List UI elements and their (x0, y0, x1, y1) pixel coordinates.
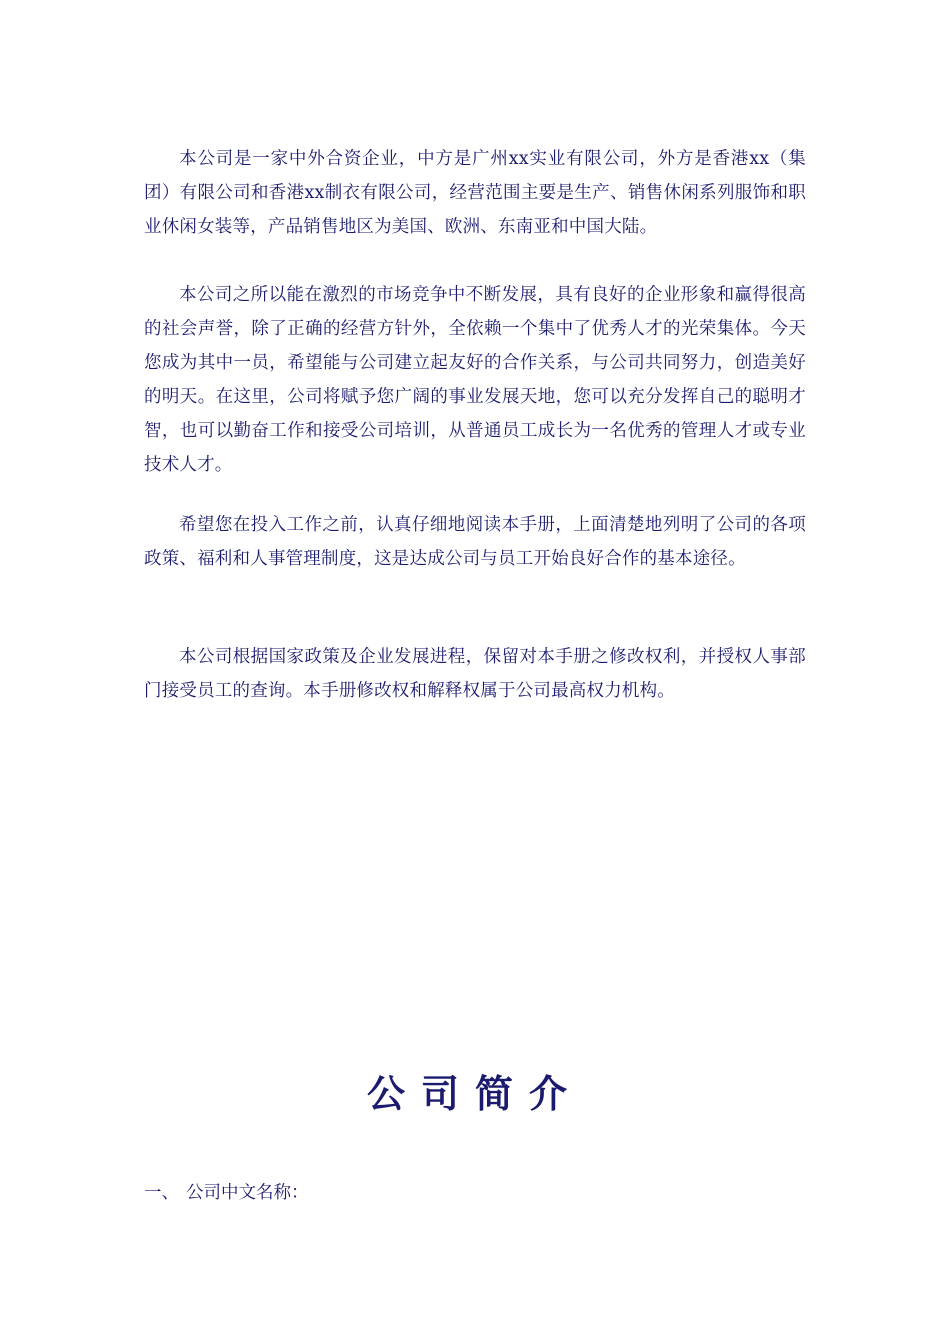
section-title: 公司简介 (366, 1071, 583, 1116)
list-item-company-name (144, 1176, 309, 1210)
list-item-text: 公司中文名称： (186, 1183, 309, 1203)
intro-paragraph-2: 本公司之所以能在激烈的市场竞争中不断发展，具有良好的企业形象和赢得很高的社会声誉，除了正确的经营方针外，全依赖一个集中了优秀人才的光荣集体。今天您成为其中一员，希望能与公司建立起友好的合作关系，与公司共同努力，创造美好的明天。在这里，公司将赋予您广阔的事业发展天地，您可以充分发挥自己的聪明才智，也可以勤奋工作和接受公司培训，从普通员工成长为一名优秀的管理人才或专业技术人才。 (144, 285, 806, 475)
intro-paragraph-3: 希望您在投入工作之前，认真仔细地阅读本手册，上面清楚地列明了公司的各项政策、福利和人事管理制度，这是达成公司与员工开始良好合作的基本途径。 (144, 515, 806, 569)
intro-paragraph-4: 本公司根据国家政策及企业发展进程，保留对本手册之修改权利，并授权人事部门接受员工的查询。本手册修改权和解释权属于公司最高权力机构。 (144, 647, 806, 701)
intro-paragraph-1: 本公司是一家中外合资企业，中方是广州xx实业有限公司，外方是香港xx（集团）有限公司和香港xx制衣有限公司，经营范围主要是生产、销售休闲系列服饰和职业休闲女装等，产品销售地区为美国、欧洲、东南亚和中国大陆。 (144, 149, 806, 237)
list-item-number: 一、 (144, 1183, 179, 1203)
